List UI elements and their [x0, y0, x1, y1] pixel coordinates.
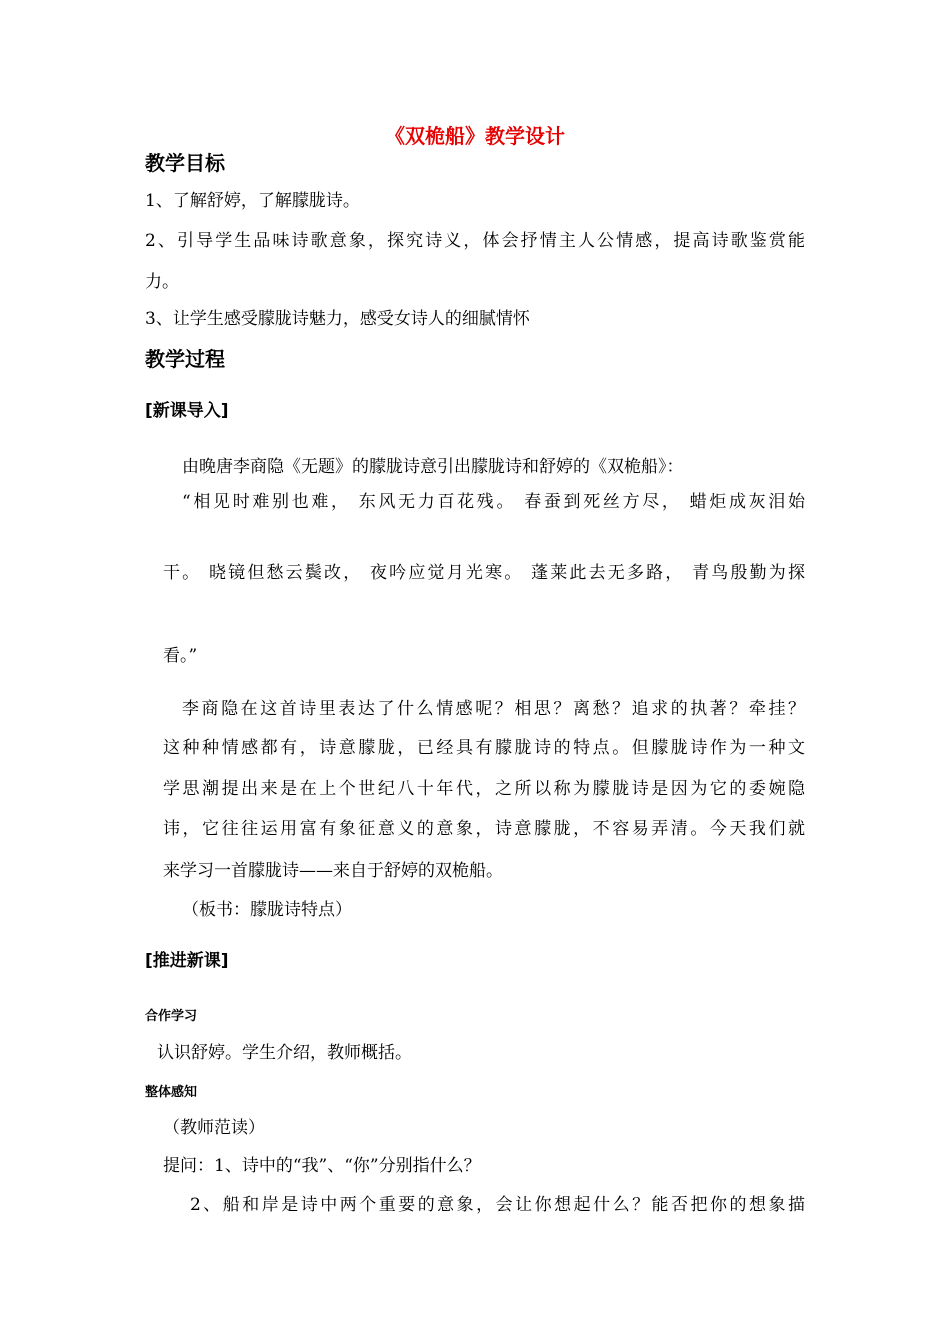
goal-3: 3、让学生感受朦胧诗魅力，感受女诗人的细腻情怀	[145, 309, 530, 329]
goal-1: 1、了解舒婷，了解朦胧诗。	[145, 191, 360, 211]
goal-2-line-2: 力。	[145, 272, 179, 292]
teacher-reading-note: （教师范读）	[163, 1118, 265, 1138]
goal-2-line-1: 2、引导学生品味诗歌意象，探究诗义，体会抒情主人公情感，提高诗歌鉴赏能	[145, 231, 805, 251]
cooperative-learning-heading: 合作学习	[145, 1009, 198, 1024]
overall-perception-heading: 整体感知	[145, 1085, 198, 1100]
question-1: 提问：1、诗中的“我”、“你”分别指什么？	[163, 1156, 481, 1176]
cooperative-learning-text: 认识舒婷。学生介绍，教师概括。	[157, 1043, 412, 1063]
poem-line-2: 干。 晓镜但愁云鬓改， 夜吟应觉月光寒。 蓬莱此去无多路， 青鸟殷勤为探	[163, 563, 805, 583]
poem-line-3: 看。”	[163, 646, 198, 666]
poem-line-1: “相见时难别也难， 东风无力百花残。 春蚕到死丝方尽， 蜡炬成灰泪始	[182, 492, 805, 512]
paragraph-line-3: 学思潮提出来是在上个世纪八十年代，之所以称为朦胧诗是因为它的委婉隐	[163, 779, 805, 799]
advance-heading: [推进新课]	[145, 951, 229, 971]
board-note: （板书：朦胧诗特点）	[182, 900, 352, 920]
intro-paragraph: 由晚唐李商隐《无题》的朦胧诗意引出朦胧诗和舒婷的《双桅船》：	[182, 457, 684, 477]
goals-heading: 教学目标	[145, 151, 225, 175]
process-heading: 教学过程	[145, 347, 225, 371]
question-2: 2、船和岸是诗中两个重要的意象，会让你想起什么？能否把你的想象描	[190, 1195, 805, 1215]
paragraph-line-2: 这种种情感都有，诗意朦胧，已经具有朦胧诗的特点。但朦胧诗作为一种文	[163, 738, 805, 758]
paragraph-line-4: 讳，它往往运用富有象征意义的意象，诗意朦胧，不容易弄清。今天我们就	[163, 819, 805, 839]
paragraph-line-1: 李商隐在这首诗里表达了什么情感呢？相思？离愁？追求的执著？牵挂？	[182, 699, 805, 719]
intro-heading: [新课导入]	[145, 401, 229, 421]
document-title: 《双桅船》教学设计	[385, 124, 565, 148]
paragraph-line-5: 来学习一首朦胧诗——来自于舒婷的双桅船。	[163, 861, 503, 881]
